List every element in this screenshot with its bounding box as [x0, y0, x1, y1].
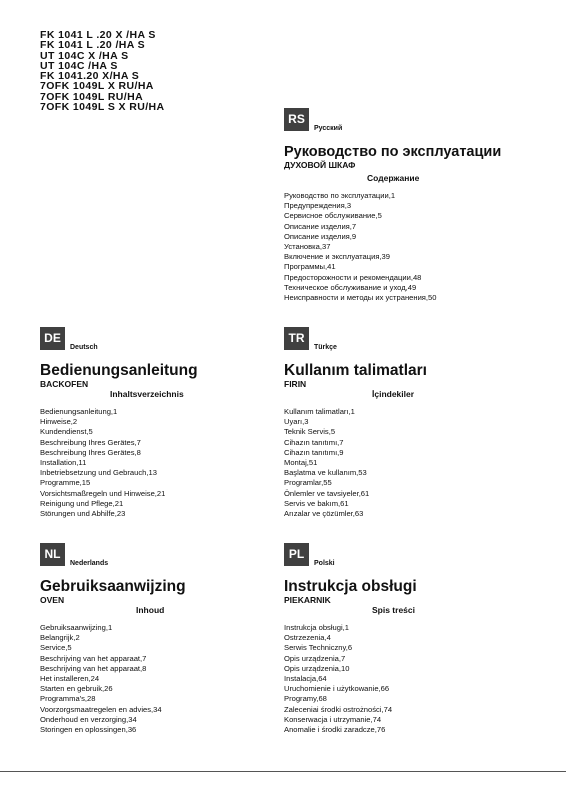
appliance-type-tr: FIRIN: [284, 379, 307, 389]
language-name-nl: Nederlands: [70, 560, 109, 567]
toc-item: Beschrijving van het apparaat,8: [40, 663, 147, 673]
model-code: UT 104C X /HA S: [40, 49, 129, 62]
toc-item: Cihazın tanıtımı,7: [284, 437, 344, 447]
toc-item: Hinweise,2: [40, 417, 78, 427]
manual-title-pl: Instrukcja obsługi: [284, 578, 417, 595]
toc-item: Uruchomienie i użytkowanie,66: [284, 684, 390, 694]
section-de: [40, 327, 280, 519]
toc-item: Beschreibung Ihres Gerätes,8: [40, 447, 141, 457]
contents-heading-de: Inhaltsverzeichnis: [110, 389, 184, 399]
toc-item: Montaj,51: [284, 458, 318, 468]
language-badge-de: DE: [40, 327, 65, 350]
toc-item: Opis urządzenia,10: [284, 663, 350, 673]
model-code: FK 1041.20 X/HA S: [40, 70, 140, 83]
toc-item: Техническое обслуживание и уход,49: [284, 282, 417, 292]
toc-item: Kundendienst,5: [40, 427, 93, 437]
toc-item: Belangrijk,2: [40, 633, 80, 643]
toc-item: Сервисное обслуживание,5: [284, 211, 382, 221]
table-of-contents-tr: [284, 407, 524, 519]
toc-item: Onderhoud en verzorging,34: [40, 714, 137, 724]
contents-heading-tr: İçindekiler: [372, 389, 415, 399]
table-of-contents-pl: [284, 623, 524, 735]
toc-item: Reinigung und Pflege,21: [40, 498, 124, 508]
toc-item: Ostrzezenia,4: [284, 633, 331, 643]
appliance-type-nl: OVEN: [40, 595, 65, 605]
toc-item: Programma's,28: [40, 694, 96, 704]
toc-item: Включение и эксплуатация,39: [284, 252, 390, 262]
contents-heading-nl: Inhoud: [136, 605, 165, 615]
model-code: UT 104C /HA S: [40, 59, 118, 72]
toc-item: Предосторожности и рекомендации,48: [284, 272, 422, 282]
section-nl: [40, 543, 280, 735]
toc-item: Instrukcja obsługi,1: [284, 623, 350, 632]
language-badge-nl: NL: [40, 543, 65, 566]
language-name-pl: Polski: [314, 560, 335, 567]
toc-item: Başlatma ve kullanım,53: [284, 468, 367, 478]
language-badge-tr: TR: [284, 327, 309, 350]
toc-item: Uyarı,3: [284, 417, 309, 427]
manual-title-nl: Gebruiksaanwijzing: [40, 578, 186, 595]
toc-item: Неисправности и методы их устранения,50: [284, 293, 437, 303]
language-name-ru: Русский: [314, 125, 343, 132]
toc-item: Описание изделия,7: [284, 221, 357, 231]
model-code: 7OFK 1049L RU/HA: [40, 90, 144, 103]
toc-item: Storingen en oplossingen,36: [40, 725, 137, 735]
toc-item: Konserwacja i utrzymanie,74: [284, 714, 382, 724]
toc-item: Programme,15: [40, 478, 91, 488]
toc-item: Cihazın tanıtımı,9: [284, 447, 344, 457]
section-ru: [284, 108, 524, 303]
language-name-de: Deutsch: [70, 344, 98, 351]
toc-item: Programy,68: [284, 694, 327, 704]
toc-item: Programlar,55: [284, 478, 332, 488]
model-code: FK 1041 L .20 /HA S: [40, 39, 146, 52]
manual-title-tr: Kullanım talimatları: [284, 362, 427, 379]
contents-heading-pl: Spis treści: [372, 605, 415, 615]
toc-item: Предупреждения,3: [284, 201, 352, 211]
appliance-type-pl: PIEKARNIK: [284, 595, 331, 605]
toc-item: Serwis Techniczny,6: [284, 643, 353, 653]
toc-item: Teknik Servis,5: [284, 427, 336, 437]
manual-title-ru: Руководство по эксплуатации: [284, 144, 502, 160]
toc-item: Установка,37: [284, 242, 331, 252]
toc-item: Kullanım talimatları,1: [284, 407, 355, 416]
toc-item: Zaleceniai środki ostrożności,74: [284, 704, 393, 714]
manual-title-de: Bedienungsanleitung: [40, 362, 198, 379]
toc-item: Gebruiksaanwijzing,1: [40, 623, 113, 632]
table-of-contents-nl: [40, 623, 280, 735]
toc-item: Beschreibung Ihres Gerätes,7: [40, 437, 141, 447]
table-of-contents-de: [40, 407, 280, 519]
language-badge-ru: RS: [284, 108, 309, 131]
model-list: [40, 30, 165, 112]
toc-item: Beschrijving van het apparaat,7: [40, 653, 147, 663]
toc-item: Opis urządzenia,7: [284, 653, 346, 663]
appliance-type-ru: ДУХОВОЙ ШКАФ: [284, 160, 356, 170]
toc-item: Inbetriebsetzung und Gebrauch,13: [40, 468, 157, 478]
section-tr: [284, 327, 524, 519]
toc-item: Bedienungsanleitung,1: [40, 407, 118, 416]
toc-item: Installation,11: [40, 458, 87, 468]
language-name-tr: Türkçe: [314, 344, 337, 351]
toc-item: Руководство по эксплуатации,1: [284, 191, 396, 200]
toc-item: Störungen und Abhilfe,23: [40, 509, 126, 519]
footer-divider: [0, 771, 566, 772]
toc-item: Arızalar ve çözümler,63: [284, 509, 364, 519]
model-code: FK 1041 L .20 X /HA S: [40, 29, 156, 41]
toc-item: Önlemler ve tavsiyeler,61: [284, 488, 370, 498]
model-code: 7OFK 1049L X RU/HA: [40, 80, 154, 93]
toc-item: Het installeren,24: [40, 674, 100, 684]
toc-item: Instalacja,64: [284, 674, 327, 684]
toc-item: Service,5: [40, 643, 72, 653]
toc-item: Voorzorgsmaatregelen en advies,34: [40, 704, 162, 714]
toc-item: Starten en gebruik,26: [40, 684, 113, 694]
section-pl: [284, 543, 524, 735]
table-of-contents-ru: [284, 191, 524, 303]
contents-heading-ru: Содержание: [367, 173, 420, 183]
toc-item: Описание изделия,9: [284, 231, 357, 241]
model-code: 7OFK 1049L S X RU/HA: [40, 101, 165, 114]
toc-item: Servis ve bakım,61: [284, 498, 349, 508]
appliance-type-de: BACKOFEN: [40, 379, 89, 389]
toc-item: Vorsichtsmaßregeln und Hinweise,21: [40, 488, 166, 498]
toc-item: Программы,41: [284, 262, 336, 272]
toc-item: Anomalie i środki zaradcze,76: [284, 725, 386, 735]
language-badge-pl: PL: [284, 543, 309, 566]
